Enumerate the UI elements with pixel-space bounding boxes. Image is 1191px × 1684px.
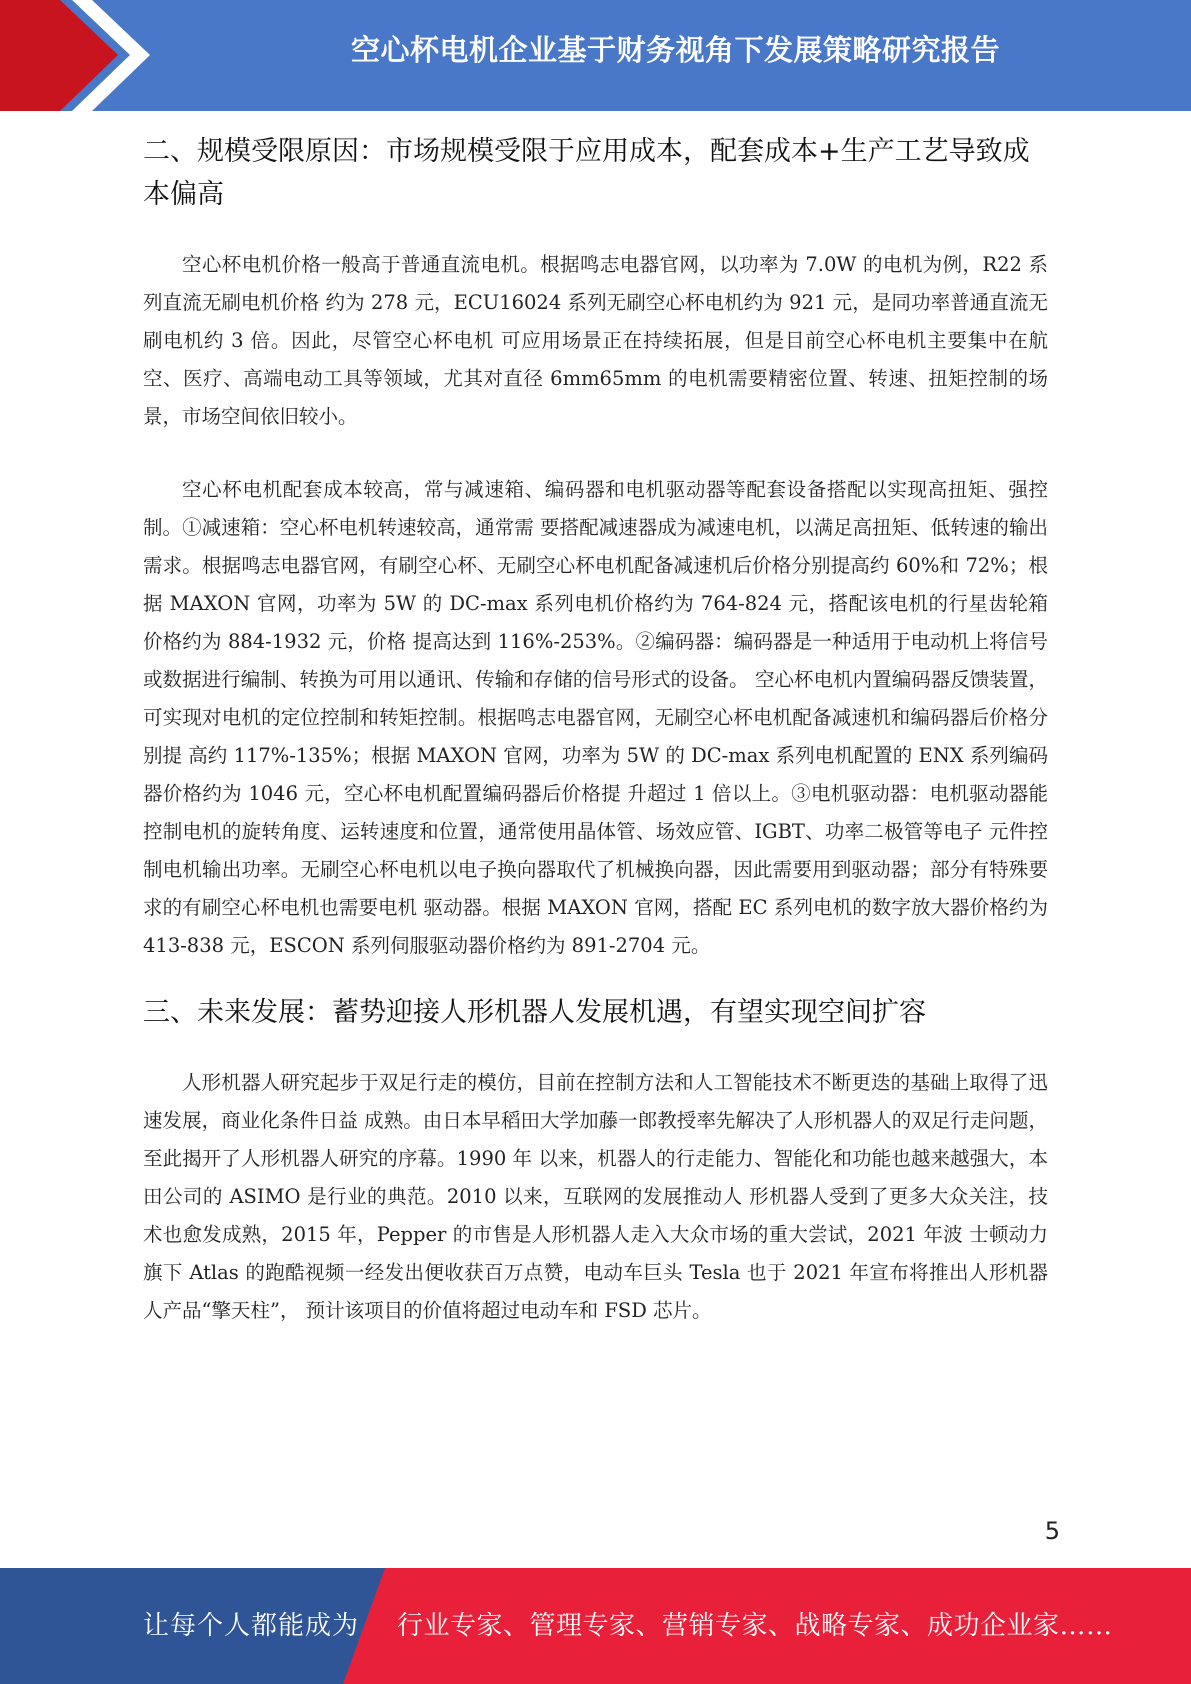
header-arrow-decoration	[0, 0, 160, 111]
section-heading-scale-limits: 二、规模受限原因：市场规模受限于应用成本，配套成本+生产工艺导致成本偏高	[143, 136, 1030, 210]
page-number: 5	[1044, 1517, 1060, 1545]
section-heading-future-development: 三、未来发展：蓄势迎接人形机器人发展机遇，有望实现空间扩容	[143, 997, 926, 1028]
main-content	[143, 122, 1048, 1330]
paragraph-supporting-costs: 空心杯电机配套成本较高，常与减速箱、编码器和电机驱动器等配套设备搭配以实现高扭矩、强控制。①减速箱：空心杯电机转速较高，通常需 要搭配减速器成为减速电机，以满足高扭矩、低转速的输出需求。根据鸣志电器官网，有刷空心杯、无刷空心杯电机配备减速机后价格分别提高约 60%和 72%；根据 MAXON 官网，功率为 5W 的 DC-max 系列电机价格约为 764-824 元，搭配该电机的行星齿轮箱价格约为 884-1932 元，价格 提高达到 116%-253%。②编码器：编码器是一种适用于电动机上将信号或数据进行编制、转换为可用以通讯、传输和存储的信号形式的设备。 空心杯电机内置编码器反馈装置，可实现对电机的定位控制和转矩控制。根据鸣志电器官网，无刷空心杯电机配备减速机和编码器后价格分别提 高约 117%-135%；根据 MAXON 官网，功率为 5W 的 DC-max 系列电机配置的 ENX 系列编码器价格约为 1046 元，空心杯电机配置编码器后价格提 升超过 1 倍以上。③电机驱动器：电机驱动器能控制电机的旋转角度、运转速度和位置，通常使用晶体管、场效应管、IGBT、功率二极管等电子 元件控制电机输出功率。无刷空心杯电机以电子换向器取代了机械换向器，因此需要用到驱动器；部分有特殊要求的有刷空心杯电机也需要电机 驱动器。根据 MAXON 官网，搭配 EC 系列电机的数字放大器价格约为 413-838 元，ESCON 系列伺服驱动器价格约为 891-2704 元。	[143, 478, 1048, 957]
paragraph-price-comparison: 空心杯电机价格一般高于普通直流电机。根据鸣志电器官网，以功率为 7.0W 的电机为例，R22 系列直流无刷电机价格 约为 278 元，ECU16024 系列无刷空心杯电机约为 921 元，是同功率普通直流无刷电机约 3 倍。因此，尽管空心杯电机 可应用场景正在持续拓展，但是目前空心杯电机主要集中在航空、医疗、高端电动工具等领域，尤其对直径 6mm65mm 的电机需要精密位置、转速、扭矩控制的场景，市场空间依旧较小。	[143, 253, 1048, 428]
report-title: 空心杯电机企业基于财务视角下发展策略研究报告	[350, 33, 1000, 67]
footer-banner	[0, 1568, 1191, 1684]
footer-slogan-right: 行业专家、管理专家、营销专家、战略专家、成功企业家……	[397, 1611, 1113, 1641]
header-banner	[0, 0, 1191, 111]
paragraph-humanoid-robots: 人形机器人研究起步于双足行走的模仿，目前在控制方法和人工智能技术不断更迭的基础上取得了迅速发展，商业化条件日益 成熟。由日本早稻田大学加藤一郎教授率先解决了人形机器人的双足行走问题，至此揭开了人形机器人研究的序幕。1990 年 以来，机器人的行走能力、智能化和功能也越来越强大，本田公司的 ASIMO 是行业的典范。2010 以来，互联网的发展推动人 形机器人受到了更多大众关注，技术也愈发成熟，2015 年，Pepper 的市售是人形机器人走入大众市场的重大尝试，2021 年波 士顿动力旗下 Atlas 的跑酷视频一经发出便收获百万点赞，电动车巨头 Tesla 也于 2021 年宣布将推出人形机器人产品“擎天柱”， 预计该项目的价值将超过电动车和 FSD 芯片。	[143, 1071, 1048, 1322]
footer-slogan-left: 让每个人都能成为	[143, 1611, 360, 1641]
